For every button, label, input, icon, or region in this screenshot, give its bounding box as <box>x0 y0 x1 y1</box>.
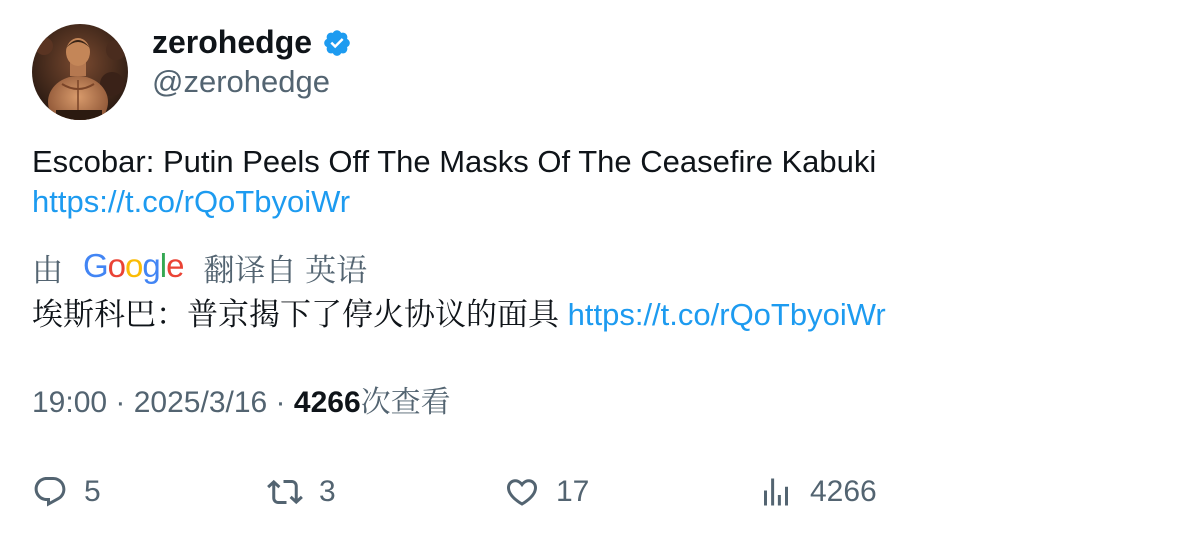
like-button[interactable] <box>504 470 589 514</box>
action-bar <box>0 470 1196 514</box>
view-count: 4266 <box>293 386 361 419</box>
like-icon <box>504 474 540 510</box>
views-chart-icon <box>758 474 794 510</box>
verified-badge-icon <box>322 28 352 58</box>
avatar[interactable] <box>32 24 128 120</box>
retweet-icon <box>267 474 303 510</box>
display-name[interactable]: zerohedge <box>152 24 313 60</box>
views-count: 4266 <box>810 475 877 508</box>
translated-link[interactable]: https://t.co/rQoTbyoiWr <box>567 297 886 332</box>
tweet-body: Escobar: Putin Peels Off The Masks Of The Ceasefire Kabuki <box>32 144 877 179</box>
meta-separator: · <box>267 386 294 419</box>
translation-suffix: 翻译自 英语 <box>203 252 368 288</box>
user-handle[interactable]: @zerohedge <box>152 64 330 99</box>
google-logo[interactable]: G o o g l e <box>83 247 184 284</box>
tweet-time[interactable]: 19:00 <box>32 386 108 419</box>
reply-icon <box>32 474 68 510</box>
translated-text <box>32 295 886 335</box>
reply-button[interactable] <box>32 470 101 514</box>
view-label: 次查看 <box>360 386 451 419</box>
user-name-row[interactable] <box>152 22 352 62</box>
retweet-count: 3 <box>319 475 336 508</box>
reply-count: 5 <box>84 475 101 508</box>
tweet-meta <box>32 383 451 423</box>
tweet-date[interactable]: 2025/3/16 <box>133 386 268 419</box>
like-count: 17 <box>556 475 590 508</box>
avatar-image <box>32 24 128 120</box>
retweet-button[interactable] <box>267 470 336 514</box>
views-button[interactable] <box>758 470 877 514</box>
meta-separator: · <box>107 386 134 419</box>
tweet-text <box>32 142 876 222</box>
translation-attribution <box>32 246 367 288</box>
translated-body: 埃斯科巴：普京揭下了停火协议的面具 <box>32 297 559 332</box>
translation-prefix: 由 <box>32 252 63 288</box>
tweet-link[interactable]: https://t.co/rQoTbyoiWr <box>32 184 351 219</box>
